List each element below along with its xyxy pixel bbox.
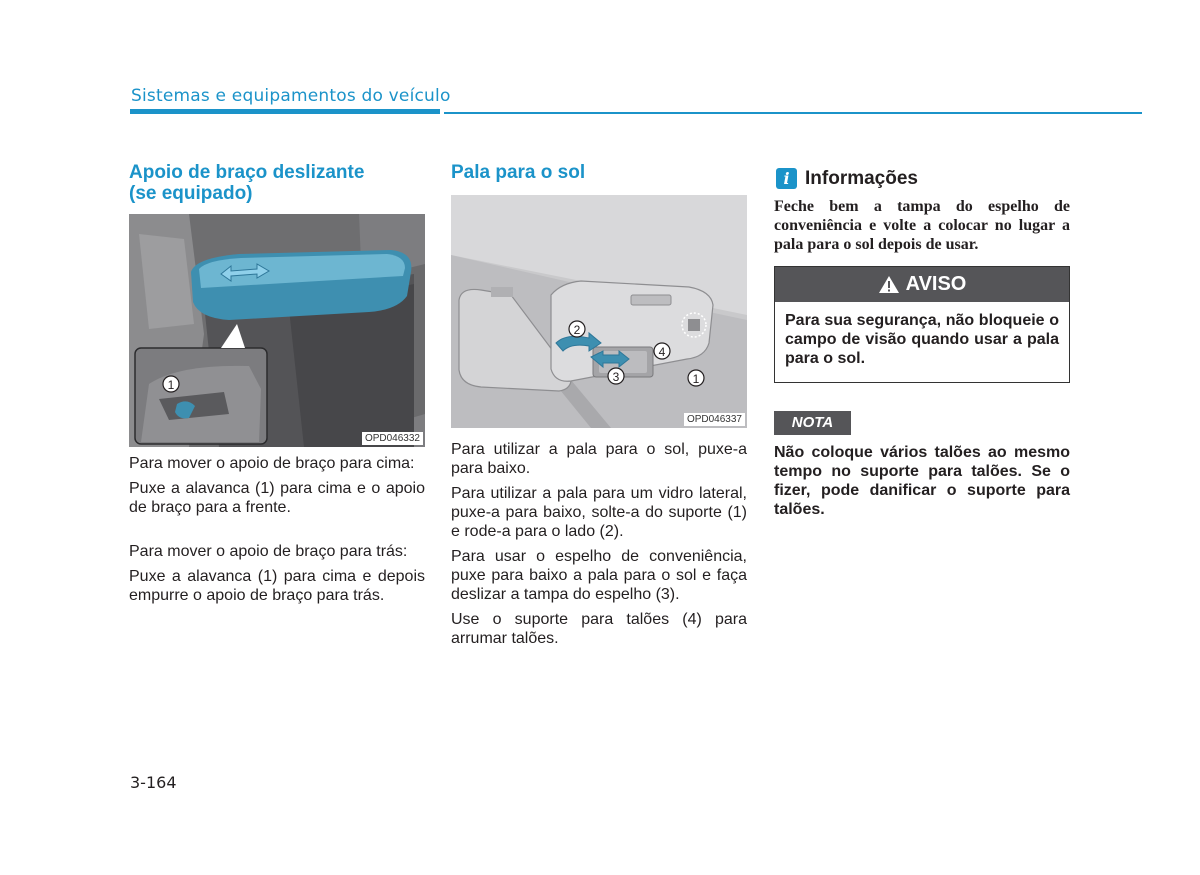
sunvisor-para-1: Para utilizar a pala para o sol, puxe-a para baixo. xyxy=(451,441,747,477)
armrest-figure-code: OPD046332 xyxy=(362,432,423,445)
armrest-illustration xyxy=(129,214,425,447)
warning-header xyxy=(775,267,1069,302)
armrest-heading xyxy=(129,162,364,204)
sunvisor-callout-3: 3 xyxy=(612,370,620,384)
armrest-callout-1: 1 xyxy=(167,378,175,392)
armrest-figure xyxy=(129,214,425,447)
info-icon: i xyxy=(776,168,797,189)
warning-triangle-icon xyxy=(878,275,900,294)
sunvisor-callout-1: 1 xyxy=(692,372,700,386)
sunvisor-callout-2: 2 xyxy=(573,323,581,337)
armrest-para-1: Para mover o apoio de braço para cima: xyxy=(129,455,415,472)
armrest-body xyxy=(129,454,425,605)
sunvisor-para-3: Para usar o espelho de conveniência, puxe para baixo a pala para o sol e faça deslizar a tampa do espelho (3). xyxy=(451,548,747,603)
sunvisor-illustration xyxy=(451,195,747,428)
page-number: 3-164 xyxy=(130,773,177,792)
note-text: Não coloque vários talões ao mesmo tempo no suporte para talões. Se o fizer, pode danificar o suporte para talões. xyxy=(774,444,1070,518)
info-title: Informações xyxy=(805,168,918,189)
armrest-heading-line2: (se equipado) xyxy=(129,183,253,204)
armrest-heading-line1: Apoio de braço deslizante xyxy=(129,162,365,183)
sunvisor-callout-4: 4 xyxy=(658,345,666,359)
armrest-para-3: Para mover o apoio de braço para trás: xyxy=(129,543,408,560)
armrest-para-4: Puxe a alavanca (1) para cima e depois empurre o apoio de braço para trás. xyxy=(129,568,425,604)
sunvisor-heading: Pala para o sol xyxy=(451,162,586,183)
warning-box xyxy=(774,266,1070,383)
sunvisor-para-2: Para utilizar a pala para um vidro lateral, puxe-a para baixo, solte-a do suporte (1) e rode-a para o lado (2). xyxy=(451,485,747,540)
header-rule-thin xyxy=(444,112,1142,114)
header-rule-thick xyxy=(130,109,440,114)
warning-title: AVISO xyxy=(905,273,967,295)
armrest-para-2: Puxe a alavanca (1) para cima e o apoio de braço para a frente. xyxy=(129,480,425,516)
sunvisor-figure-code: OPD046337 xyxy=(684,413,745,426)
info-text: Feche bem a tampa do espelho de conveniência e volte a colocar no lugar a pala para o sol depois de usar. xyxy=(774,198,1070,253)
note-badge: NOTA xyxy=(774,411,851,435)
sunvisor-para-4: Use o suporte para talões (4) para arrumar talões. xyxy=(451,611,747,647)
sunvisor-body xyxy=(451,440,747,648)
sunvisor-figure xyxy=(451,195,747,428)
section-title: Sistemas e equipamentos do veículo xyxy=(131,86,451,106)
warning-text: Para sua segurança, não bloqueie o campo de visão quando usar a pala para o sol. xyxy=(785,312,1059,367)
